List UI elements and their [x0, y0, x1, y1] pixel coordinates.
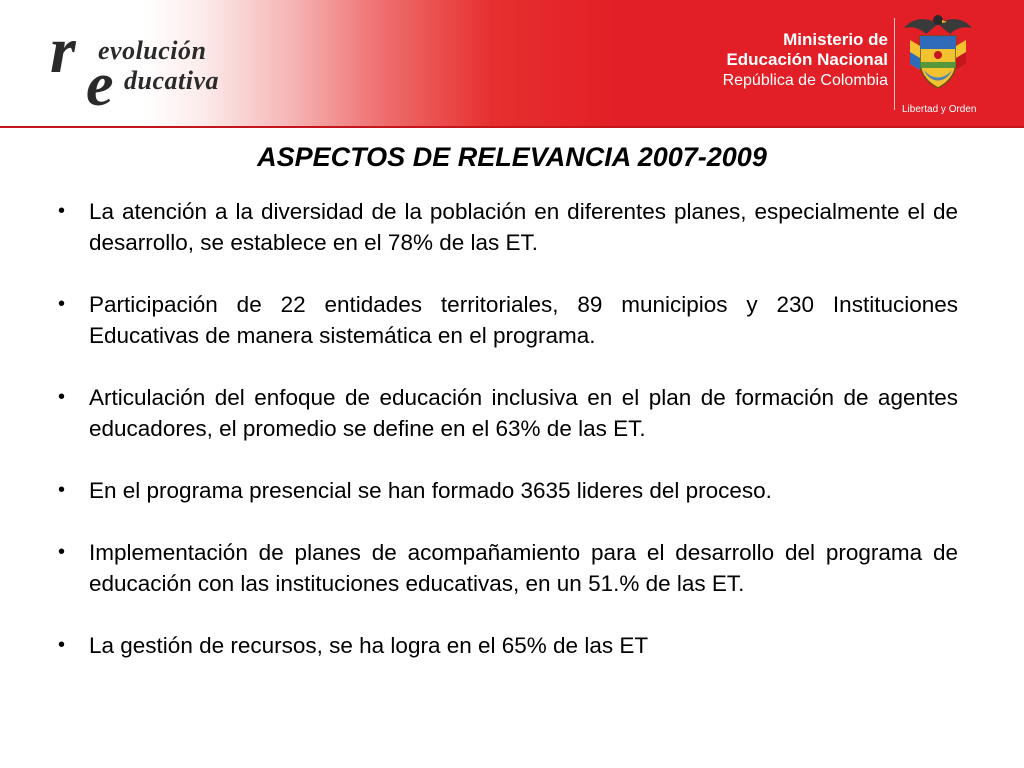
slide-title: ASPECTOS DE RELEVANCIA 2007-2009 [257, 142, 767, 172]
bullet-item-implementation: • Implementación de planes de acompañamiento para el desarrollo del programa de educación con las instituciones educativas, en un 51.% de las ET. [58, 537, 958, 599]
logo-mark-e: e [86, 51, 114, 119]
logo-word-educativa: ducativa [124, 66, 219, 95]
ministry-line-2: Educación Nacional [726, 50, 888, 70]
revolucion-educativa-logo [50, 14, 260, 119]
ministry-line-1: Ministerio de [783, 30, 888, 49]
logo-mark-r: r [50, 14, 76, 87]
ministry-line-3: República de Colombia [722, 71, 888, 89]
bullet-item-articulation: • Articulación del enfoque de educación inclusiva en el plan de formación de agentes educadores, el promedio se define en el 63% de las ET. [58, 382, 958, 444]
coat-of-arms-icon [898, 10, 978, 100]
bullet-item-participation: • Participación de 22 entidades territoriales, 89 municipios y 230 Instituciones Educativas de manera sistemática en el programa. [58, 289, 958, 351]
header-divider [894, 18, 895, 110]
bullet-item-leaders-trained: • En el programa presencial se han formado 3635 lideres del proceso. [58, 475, 958, 506]
ministry-name [723, 30, 888, 90]
header-banner [0, 0, 1024, 128]
bullet-item-diversity: • La atención a la diversidad de la población en diferentes planes, especialmente el de desarrollo, se establece en el 78% de las ET. [58, 196, 958, 258]
bullet-item-resources: • La gestión de recursos, se ha logra en el 65% de las ET [58, 630, 958, 661]
logo-word-revolucion: evolución [98, 36, 207, 65]
motto-text: Libertad y Orden [902, 104, 977, 115]
bullet-list [58, 196, 958, 692]
